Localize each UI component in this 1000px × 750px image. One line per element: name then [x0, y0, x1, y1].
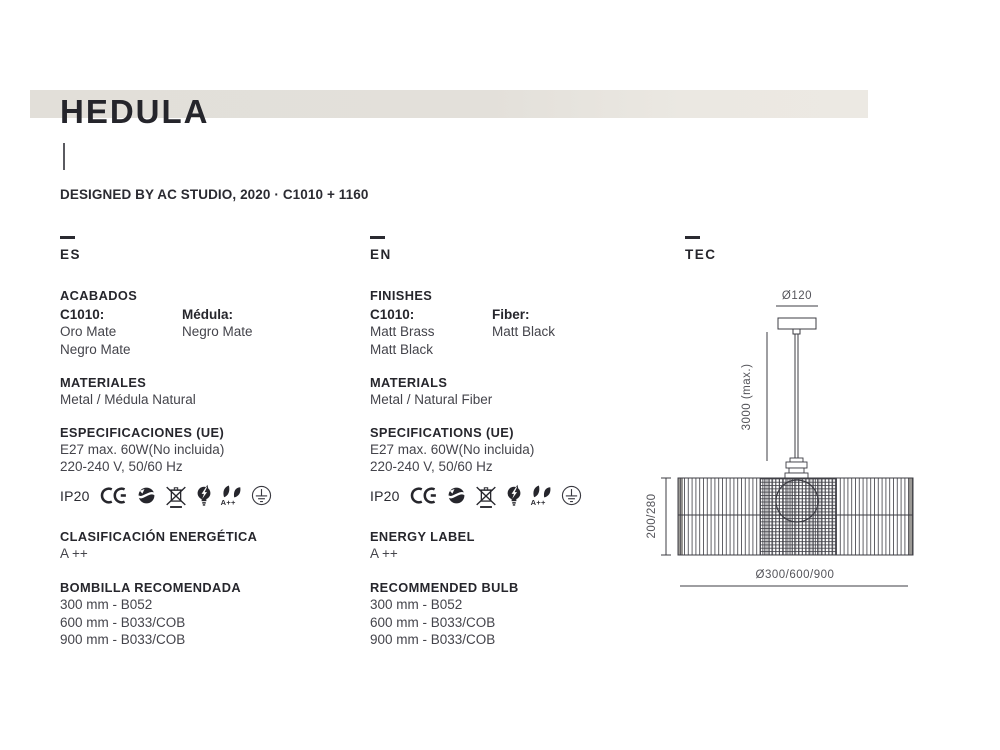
socket: [789, 468, 804, 473]
model-code: C1010 + 1160: [282, 187, 369, 202]
dim-cable-label: 3000 (max.): [741, 363, 753, 431]
materials-heading: MATERIALS: [370, 375, 448, 390]
dim-canopy-label: Ø120: [781, 290, 813, 302]
specs-heading: ESPECIFICACIONES (UE): [60, 424, 225, 440]
recommended-bulb-heading: BOMBILLA RECOMENDADA: [60, 580, 241, 595]
finish-option: Matt Brass: [370, 324, 435, 339]
energy-leaf-label: A++: [530, 497, 546, 507]
recommended-bulb-heading: RECOMMENDED BULB: [370, 580, 519, 595]
energy-heading: CLASIFICACIÓN ENERGÉTICA: [60, 528, 258, 544]
finish-code-label: C1010:: [370, 306, 415, 322]
language-label-tec: TEC: [685, 246, 717, 262]
ip-rating-label: IP20: [60, 487, 90, 504]
bulb-line: 600 mm - B033/COB: [370, 614, 496, 630]
bulb-line: 600 mm - B033/COB: [60, 614, 186, 630]
bulb-line: 300 mm - B052: [60, 597, 153, 612]
specs-line: E27 max. 60W(No incluida): [370, 441, 535, 457]
finish-option: Matt Black: [370, 341, 434, 357]
socket: [785, 473, 808, 478]
canopy-connector: [793, 329, 800, 334]
specs-heading: SPECIFICATIONS (UE): [370, 424, 514, 440]
ip-rating-label: IP20: [370, 487, 400, 504]
product-title: HEDULA: [60, 93, 210, 130]
dim-diameter-label: Ø300/600/900: [755, 569, 835, 581]
energy-value: A ++: [370, 545, 398, 561]
bulb-line: 900 mm - B033/COB: [60, 632, 186, 647]
language-label-en: EN: [370, 246, 392, 262]
specs-line: 220-240 V, 50/60 Hz: [60, 459, 183, 474]
finish-code-label: C1010:: [60, 306, 105, 322]
finish-option: Negro Mate: [60, 341, 131, 357]
canopy: [778, 318, 816, 329]
shade-center-weave: [760, 478, 836, 555]
materials-value: Metal / Médula Natural: [60, 392, 196, 407]
language-label-es: ES: [60, 246, 82, 262]
energy-heading: ENERGY LABEL: [370, 528, 475, 544]
finishes-heading: FINISHES: [370, 287, 433, 303]
dim-height-label: 200/280: [646, 493, 658, 539]
energy-leaf-label: A++: [220, 497, 236, 507]
bulb-line: 300 mm - B052: [370, 597, 463, 612]
finishes-heading: ACABADOS: [60, 287, 138, 303]
materials-value: Metal / Natural Fiber: [370, 392, 493, 407]
specs-line: E27 max. 60W(No incluida): [60, 441, 225, 457]
fiber-option: Negro Mate: [182, 324, 253, 339]
fiber-option: Matt Black: [492, 324, 556, 339]
finish-option: Oro Mate: [60, 324, 117, 339]
energy-value: A ++: [60, 545, 88, 561]
fiber-label: Médula:: [182, 306, 234, 322]
materials-heading: MATERIALES: [60, 375, 147, 390]
bulb-line: 900 mm - B033/COB: [370, 632, 496, 647]
socket: [786, 462, 807, 468]
designed-by-text: DESIGNED BY AC STUDIO, 2020 ·: [60, 187, 283, 202]
socket: [790, 458, 803, 462]
specs-line: 220-240 V, 50/60 Hz: [370, 459, 493, 474]
fiber-label: Fiber:: [492, 306, 530, 322]
